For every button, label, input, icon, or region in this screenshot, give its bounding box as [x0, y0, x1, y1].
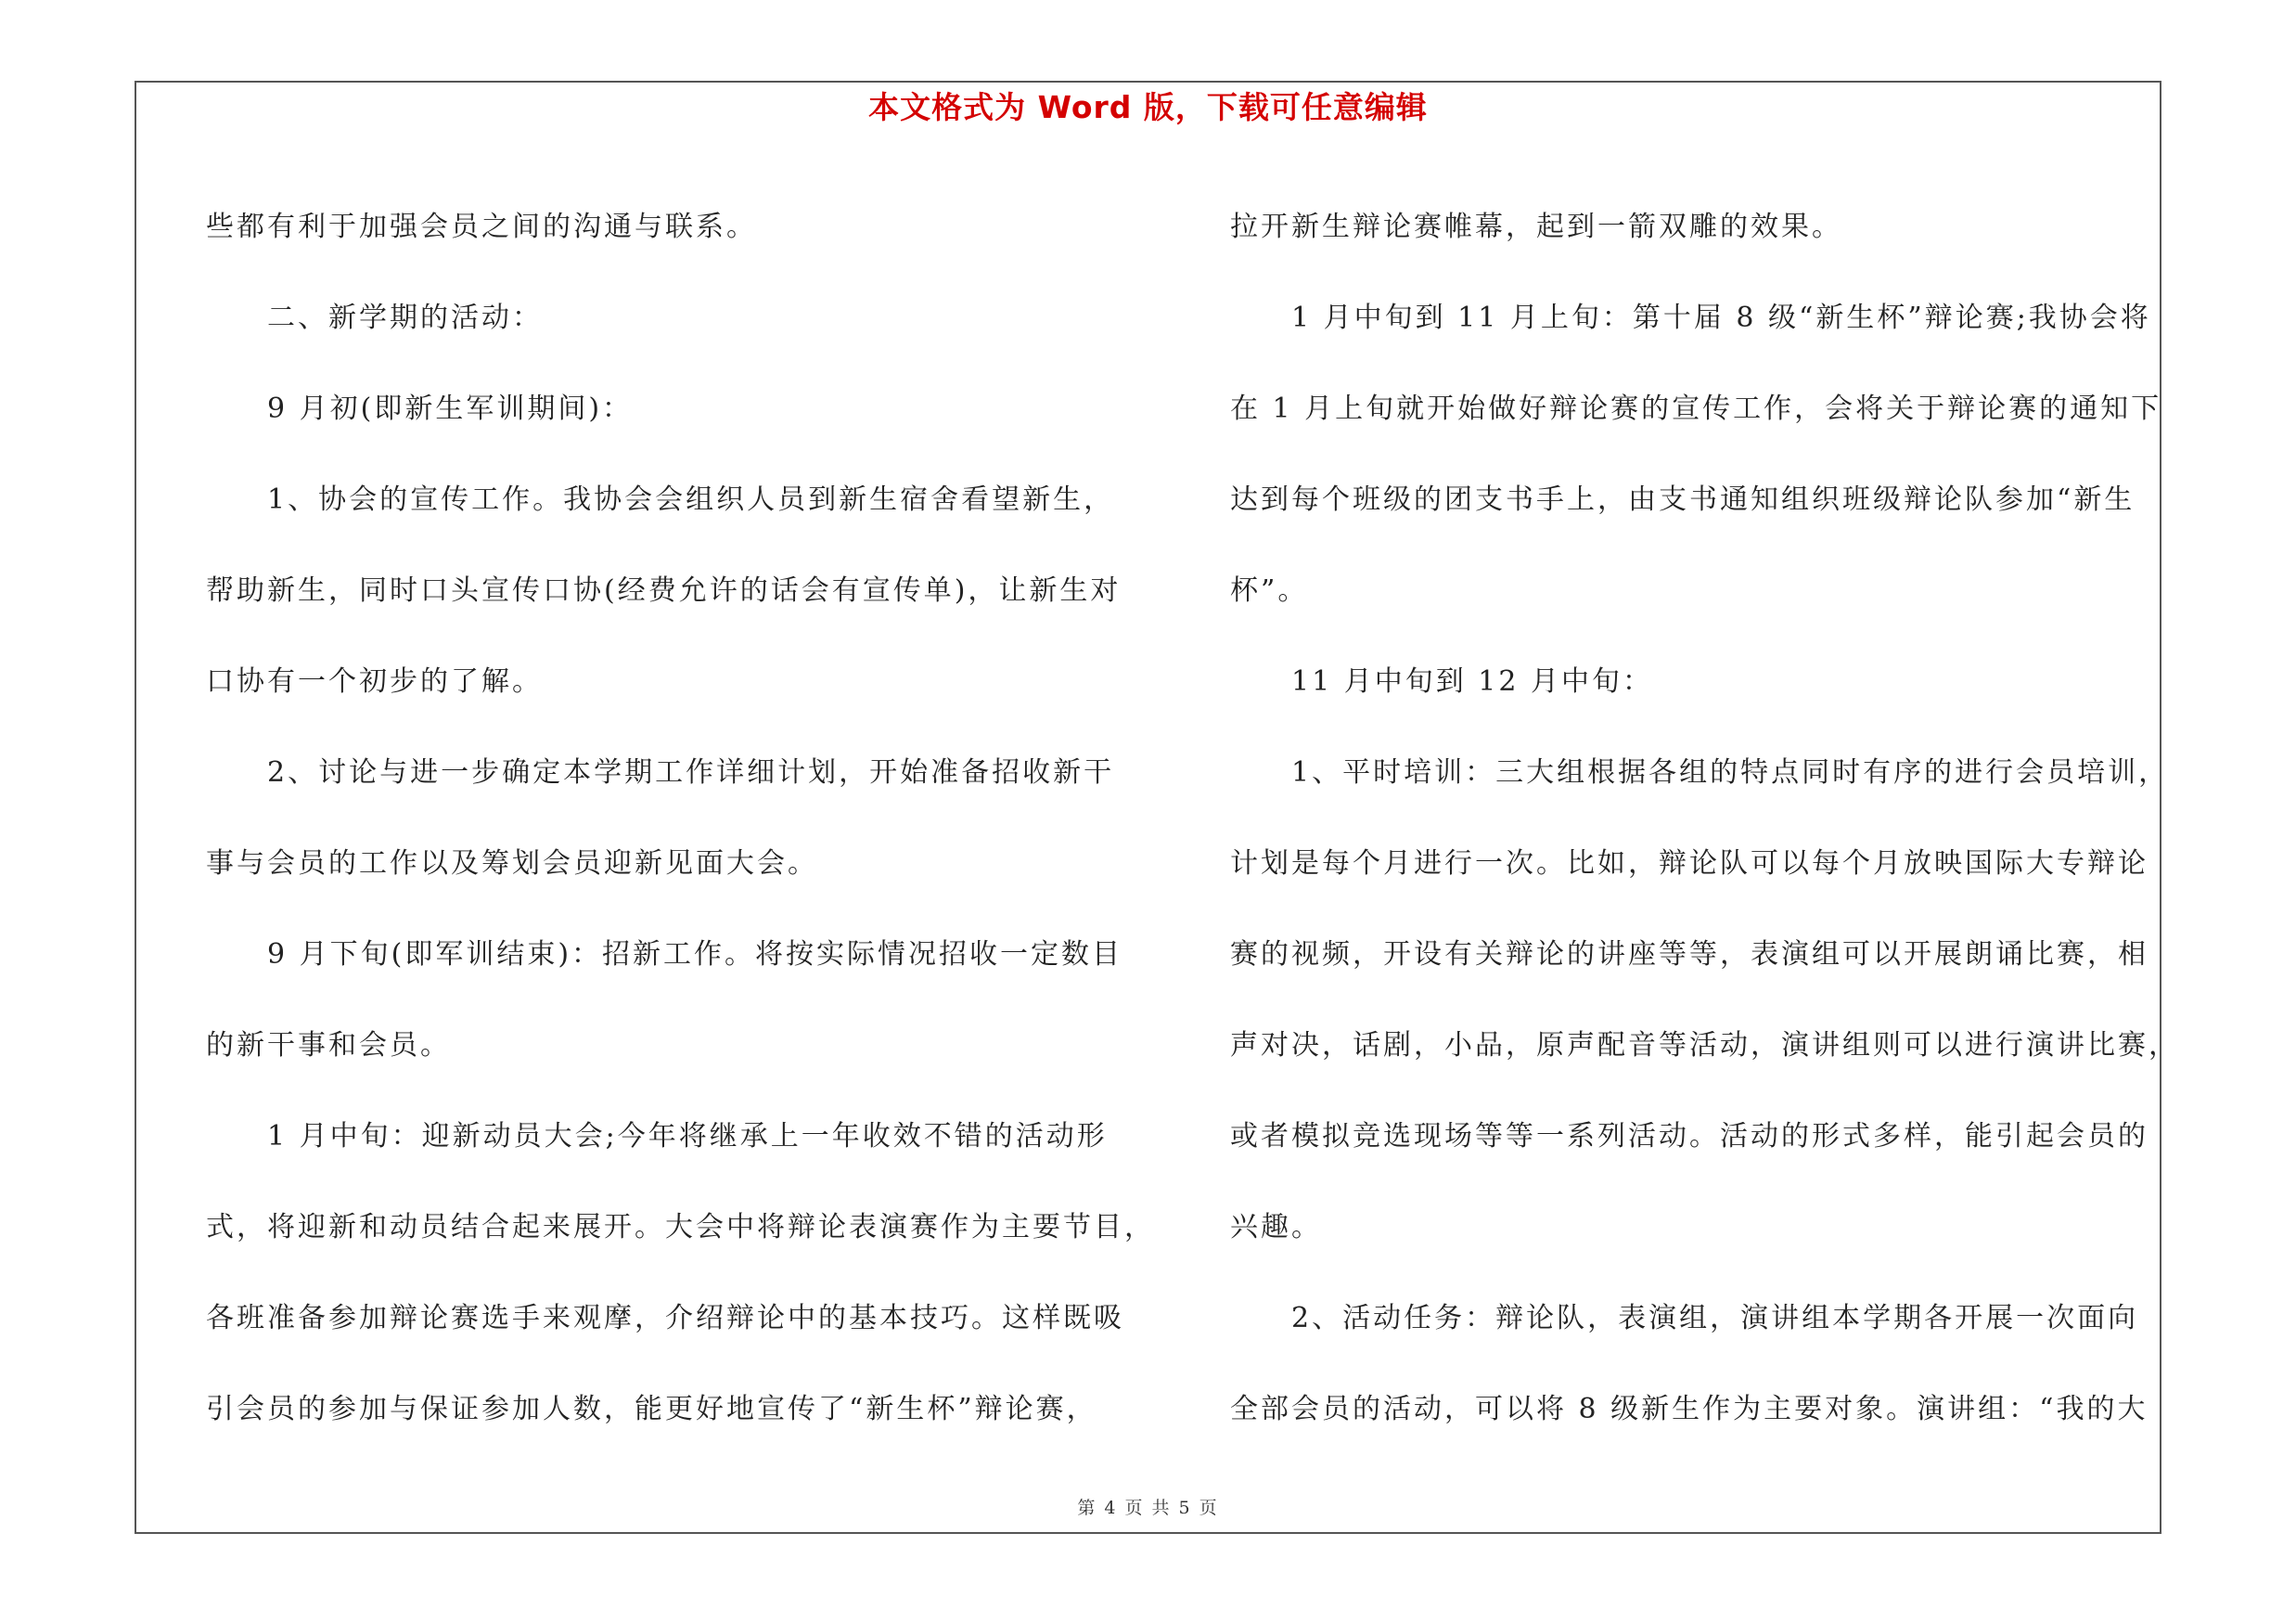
right-column-line: 拉开新生辩论赛帷幕，起到一箭双雕的效果。	[1230, 211, 1842, 243]
right-column-line: 达到每个班级的团支书手上，由支书通知组织班级辩论队参加“新生	[1230, 483, 2136, 516]
right-column-line: 11 月中旬到 12 月中旬：	[1291, 665, 1653, 698]
left-column-line: 些都有利于加强会员之间的沟通与联系。	[206, 211, 757, 243]
right-column-line: 1 月中旬到 11 月上旬：第十届 8 级“新生杯”辩论赛;我协会将	[1291, 302, 2151, 334]
right-column-line: 赛的视频，开设有关辩论的讲座等等，表演组可以开展朗诵比赛，相	[1230, 938, 2148, 971]
right-column-line: 1、平时培训：三大组根据各组的特点同时有序的进行会员培训，	[1291, 756, 2170, 789]
format-banner: 本文格式为 Word 版，下载可任意编辑	[868, 89, 1428, 125]
right-column-line: 在 1 月上旬就开始做好辩论赛的宣传工作，会将关于辩论赛的通知下	[1230, 393, 2162, 425]
left-column-line: 帮助新生，同时口头宣传口协(经费允许的话会有宣传单)，让新生对	[206, 574, 1122, 607]
right-column-line: 全部会员的活动，可以将 8 级新生作为主要对象。演讲组：“我的大	[1230, 1393, 2148, 1425]
left-column-line: 事与会员的工作以及筹划会员迎新见面大会。	[206, 847, 818, 880]
right-column-line: 2、活动任务：辩论队，表演组，演讲组本学期各开展一次面向	[1291, 1302, 2139, 1334]
right-column-line: 或者模拟竞选现场等等一系列活动。活动的形式多样，能引起会员的	[1230, 1120, 2148, 1153]
left-column-line: 口协有一个初步的了解。	[206, 665, 543, 698]
right-column-line: 声对决，话剧，小品，原声配音等活动，演讲组则可以进行演讲比赛，	[1230, 1029, 2179, 1062]
left-column	[206, 182, 1155, 1455]
left-column-line: 式，将迎新和动员结合起来展开。大会中将辩论表演赛作为主要节目，	[206, 1211, 1155, 1243]
right-column	[1230, 182, 2179, 1455]
left-column-line: 2、讨论与进一步确定本学期工作详细计划，开始准备招收新干	[267, 756, 1115, 789]
page-footer: 第 4 页 共 5 页	[1077, 1498, 1219, 1518]
left-column-line: 1 月中旬：迎新动员大会;今年将继承上一年收效不错的活动形	[267, 1120, 1108, 1153]
right-column-line: 兴趣。	[1230, 1211, 1322, 1243]
left-column-line: 各班准备参加辩论赛选手来观摩，介绍辩论中的基本技巧。这样既吸	[206, 1302, 1124, 1334]
right-column-line: 杯”。	[1230, 574, 1309, 607]
left-column-line: 1、协会的宣传工作。我协会会组织人员到新生宿舍看望新生，	[267, 483, 1115, 516]
left-column-line: 引会员的参加与保证参加人数，能更好地宣传了“新生杯”辩论赛，	[206, 1393, 1097, 1425]
left-column-line: 的新干事和会员。	[206, 1029, 451, 1062]
left-column-line: 9 月下旬(即军训结束)：招新工作。将按实际情况招收一定数目	[267, 938, 1123, 971]
right-column-line: 计划是每个月进行一次。比如，辩论队可以每个月放映国际大专辩论	[1230, 847, 2148, 880]
left-column-line: 二、新学期的活动：	[267, 302, 543, 334]
left-column-line: 9 月初(即新生军训期间)：	[267, 393, 634, 425]
